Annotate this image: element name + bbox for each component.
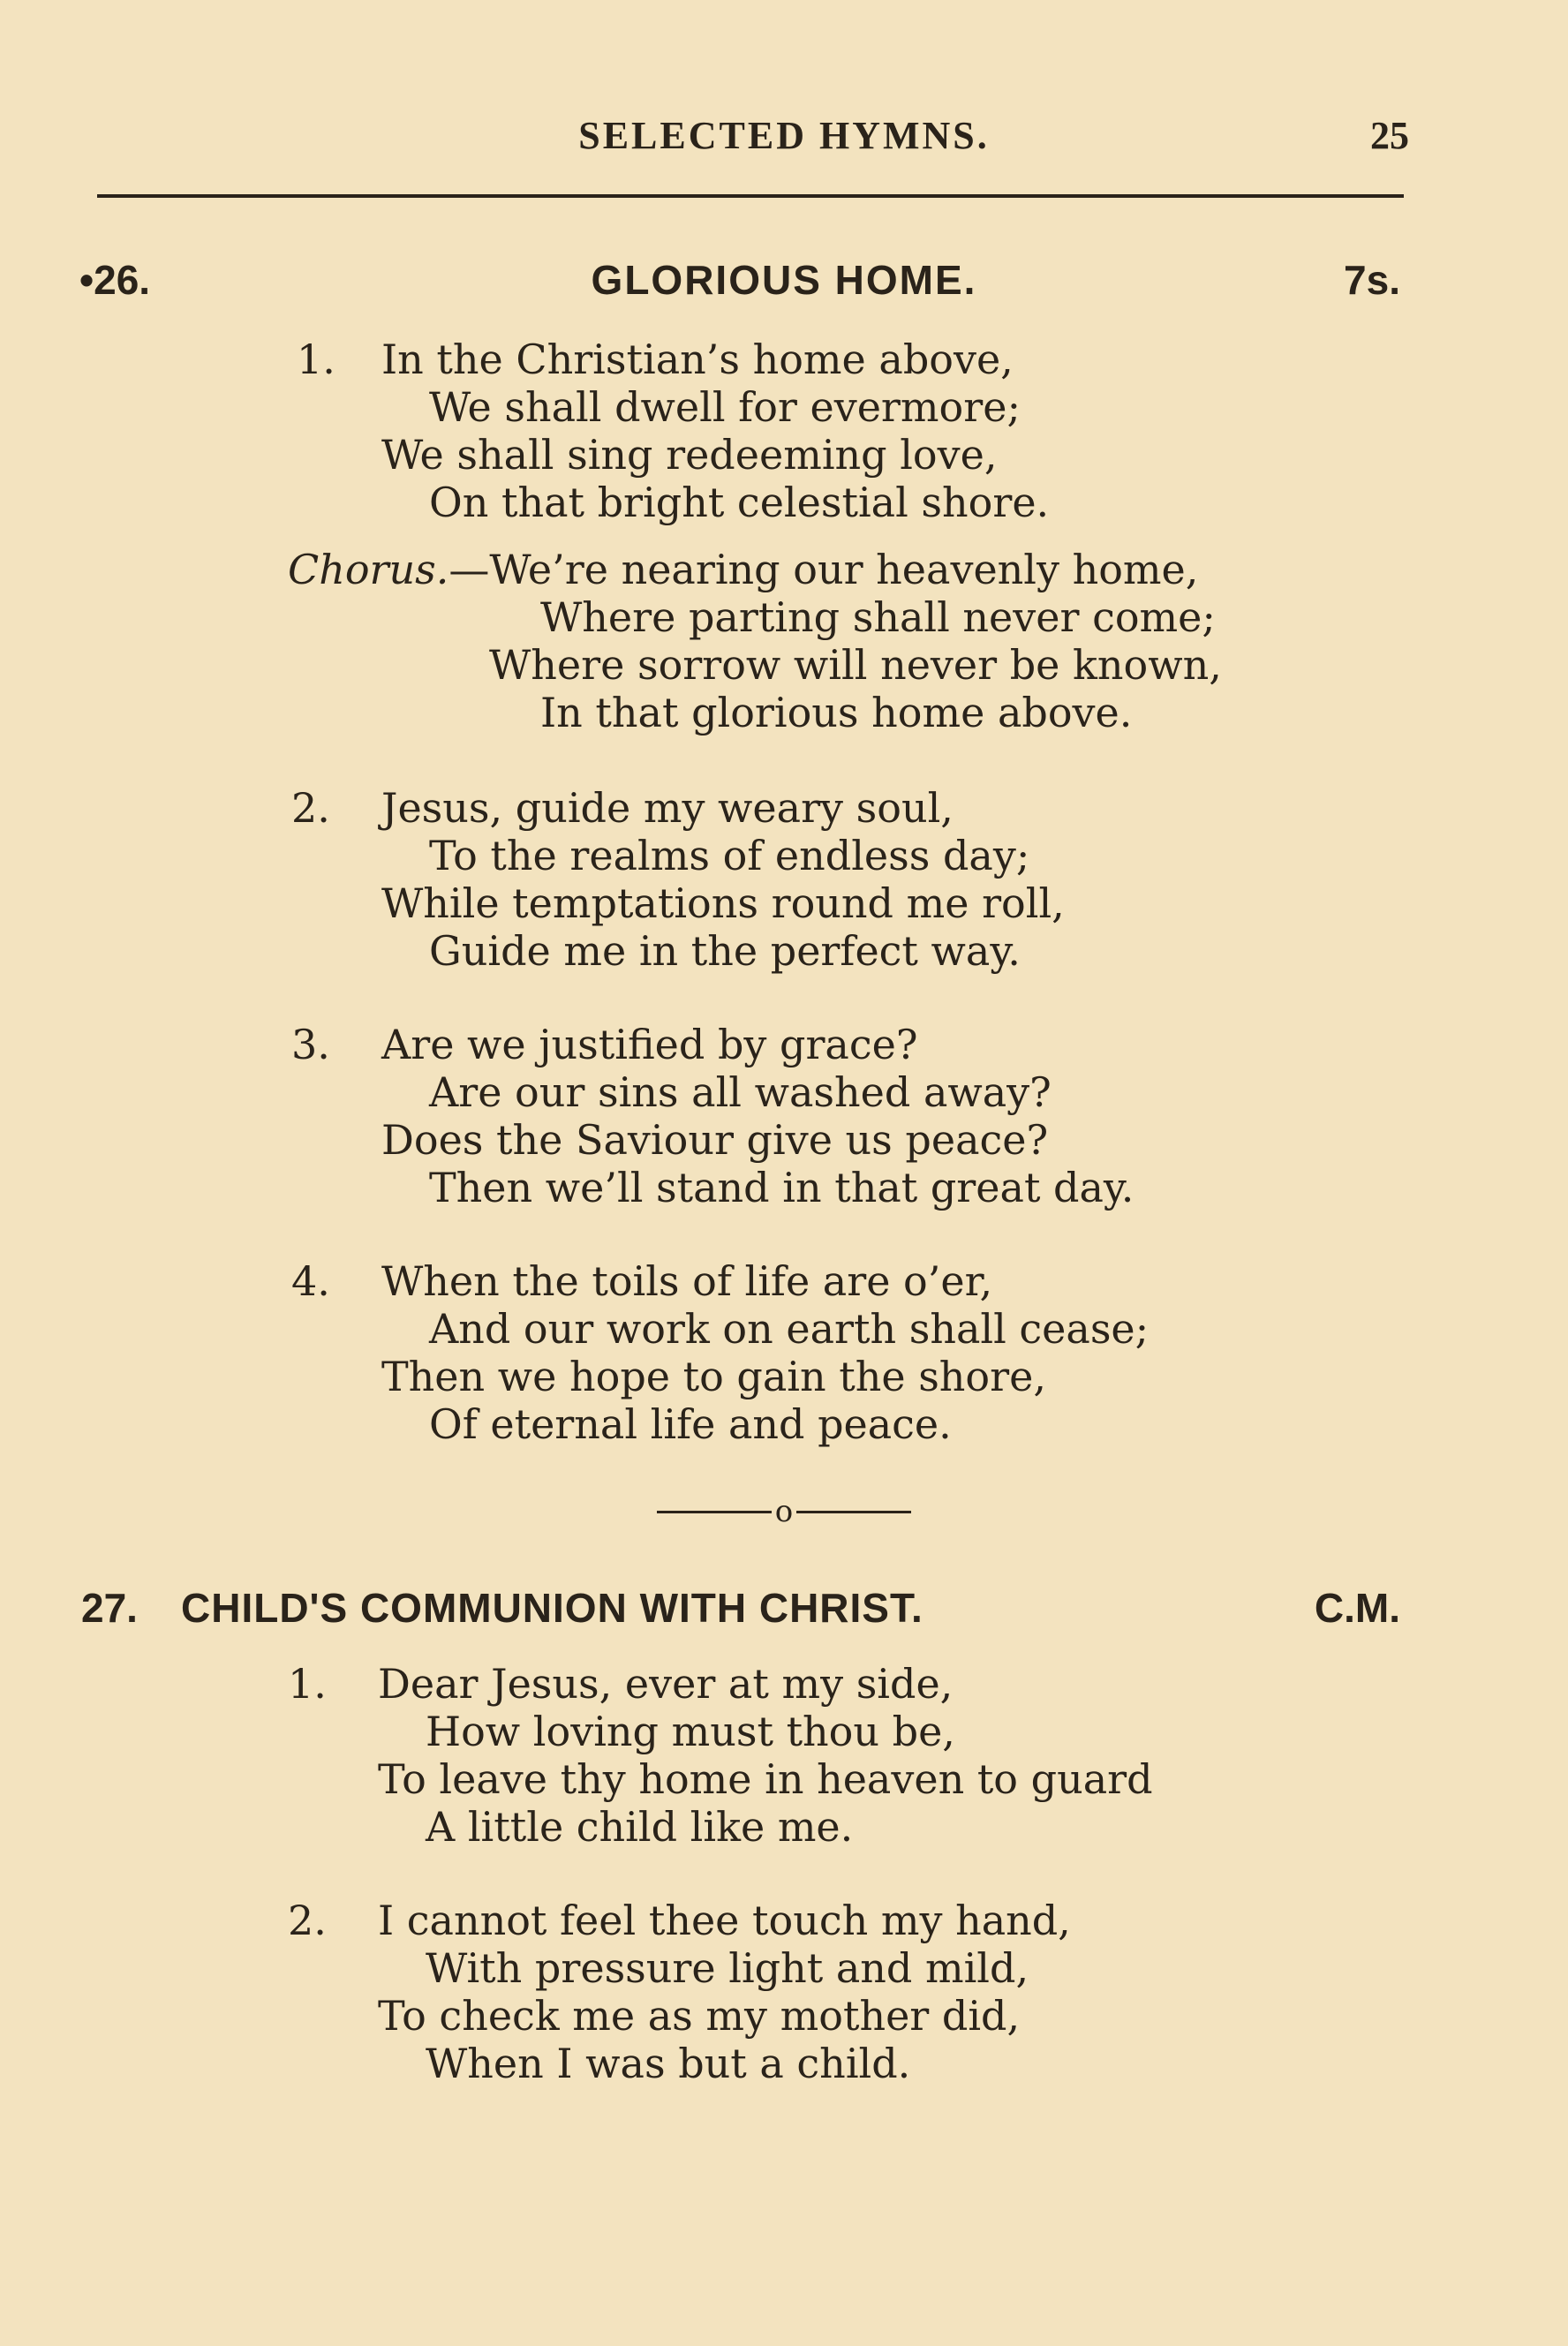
chorus-label: Chorus. — [288, 546, 449, 593]
verse-line: Of eternal life and peace. — [429, 1400, 952, 1448]
verse-line: When I was but a child. — [426, 2040, 911, 2087]
verse-line: Jesus, guide my weary soul, — [381, 784, 954, 832]
verse-line: Then we’ll stand in that great day. — [429, 1164, 1135, 1211]
verse-line: Then we hope to gain the shore, — [381, 1353, 1046, 1400]
verse-line: Guide me in the perfect way. — [429, 927, 1021, 975]
verse-line: When the toils of life are o’er, — [381, 1257, 993, 1305]
hymn-meter: C.M. — [1314, 1585, 1400, 1631]
verse-line: To leave thy home in heaven to guard — [378, 1755, 1153, 1803]
hymn-number: •26. — [79, 257, 151, 303]
verse-number: 1. — [288, 1660, 327, 1708]
hymn-header — [0, 1584, 1568, 1637]
verse-line: We shall dwell for evermore; — [429, 383, 1021, 431]
verse-line: To the realms of endless day; — [429, 832, 1030, 879]
running-title: SELECTED HYMNS. — [578, 114, 990, 157]
verse-line: On that bright celestial shore. — [429, 479, 1050, 526]
verse-line: Dear Jesus, ever at my side, — [378, 1660, 954, 1708]
divider-mark: o — [774, 1494, 794, 1529]
verse-line: In that glorious home above. — [540, 689, 1133, 736]
hymn-title: GLORIOUS HOME. — [591, 257, 977, 303]
verse-line: While temptations round me roll, — [381, 879, 1065, 927]
verse-line: How loving must thou be, — [426, 1708, 955, 1755]
hymn-number: 27. — [81, 1585, 138, 1631]
verse-line: Where parting shall never come; — [540, 593, 1216, 641]
verse-line: Are our sins all washed away? — [429, 1068, 1052, 1116]
verse-line: In the Christian’s home above, — [381, 336, 1014, 383]
verse-number: 3. — [291, 1021, 330, 1068]
verse-line: Are we justified by grace? — [381, 1021, 918, 1068]
chorus-first-line — [288, 546, 1198, 593]
divider-rule — [796, 1511, 911, 1513]
verse-number: 2. — [288, 1897, 327, 1944]
verse-line: And our work on earth shall cease; — [429, 1305, 1150, 1353]
verse-line: A little child like me. — [426, 1803, 854, 1851]
page-number: 25 — [1370, 114, 1409, 157]
verse-line: We shall sing redeeming love, — [381, 431, 998, 479]
verse-line: With pressure light and mild, — [426, 1944, 1029, 1992]
verse-line: Does the Saviour give us peace? — [381, 1116, 1049, 1164]
hymn-title: CHILD'S COMMUNION WITH CHRIST. — [181, 1585, 923, 1631]
section-divider — [0, 1492, 1568, 1528]
verse-number: 1. — [297, 336, 335, 383]
verse-line: I cannot feel thee touch my hand, — [378, 1897, 1071, 1944]
verse-number: 4. — [291, 1257, 330, 1305]
hymn-meter: 7s. — [1344, 257, 1400, 303]
hymn-header — [0, 256, 1568, 309]
verse-line: Where sorrow will never be known, — [489, 641, 1222, 689]
verse-line: —We’re nearing our heavenly home, — [449, 546, 1199, 593]
running-header — [0, 113, 1568, 166]
verse-number: 2. — [291, 784, 330, 832]
divider-rule — [657, 1511, 772, 1513]
verse-line: To check me as my mother did, — [378, 1992, 1021, 2040]
header-rule — [97, 194, 1404, 198]
